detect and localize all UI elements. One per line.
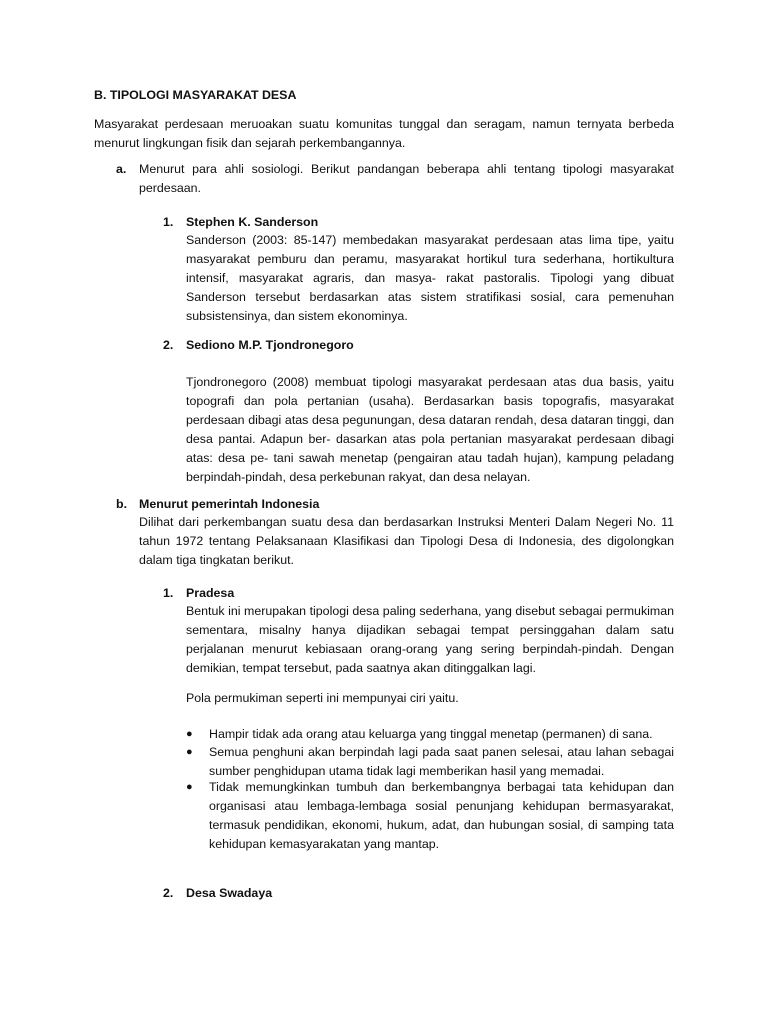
item-number: 1. [163,586,174,600]
point-b-text: Dilihat dari perkembangan suatu desa dan berdasarkan Instruksi Menteri Dalam Negeri No. 11 tahun 1972 tentang Pelaksanaan Klasifikasi dan Tipologi Desa di Indonesia, des digolongkan dalam tiga tingkatan berikut. [139,515,674,567]
item-body: Tjondronegoro (2008) membuat tipologi masyarakat perdesaan atas dua basis, yaitu topografi dan pola pertanian (usaha). Berdasarkan basis topografis, masyarakat perdesaan dibagi atas desa pegunungan, desa dataran rendah, desa dataran tinggi, dan desa pantai. Adapun ber- dasarkan atas pola pertanian masyarakat perdesaan dibagi atas: desa pe- tani sawah menetap (pengairan atau tadah hujan), kampung peladang berpindah-pindah, desa perkebunan rakyat, dan desa nelayan. [186,375,674,484]
bullet-icon: ● [186,728,193,740]
item-title: Stephen K. Sanderson [186,215,319,229]
bullet-item: Hampir tidak ada orang atau keluarga yang tinggal menetap (permanen) di sana. [209,727,653,741]
item-title: Sediono M.P. Tjondronegoro [186,338,354,352]
item-number: 2. [163,886,174,900]
point-b-title: Menurut pemerintah Indonesia [139,497,320,511]
list-marker-a: a. [116,162,127,176]
list-marker-b: b. [116,497,128,511]
item-number: 1. [163,215,174,229]
item-body: Bentuk ini merupakan tipologi desa paling sederhana, yang disebut sebagai permukiman sementara, misalny hanya dijadikan sebagai tempat persinggahan dalam satu perjalanan menurut kebiasaan orang-orang yang sering berpindah-pindah. Dengan demikian, tempat tersebut, pada saatnya akan ditinggalkan lagi. [186,604,674,675]
bullet-item: Semua penghuni akan berpindah lagi pada saat panen selesai, atau lahan sebagai sumber penghidupan utama tidak lagi memberikan hasil yang memadai. [209,745,674,778]
bullet-icon: ● [186,781,193,793]
bullet-item: Tidak memungkinkan tumbuh dan berkembangnya berbagai tata kehidupan dan organisasi atau lembaga-lembaga sosial penunjang kehidupan bermasyarakat, termasuk pendidikan, ekonomi, hukum, adat, dan hubungan sosial, di samping tata kehidupan kemasyarakatan yang mantap. [209,780,674,851]
item-number: 2. [163,338,174,352]
point-a-text: Menurut para ahli sosiologi. Berikut pandangan beberapa ahli tentang tipologi masyarakat perdesaan. [139,162,674,195]
bullet-icon: ● [186,746,193,758]
section-title: B. TIPOLOGI MASYARAKAT DESA [94,88,297,102]
item-subtext: Pola permukiman seperti ini mempunyai ciri yaitu. [186,691,459,705]
item-body: Sanderson (2003: 85-147) membedakan masyarakat perdesaan atas lima tipe, yaitu masyarakat pemburu dan peramu, masyarakat hortikul tura sederhana, hortikultura intensif, masyarakat agraris, dan masya- rakat pastoralis. Tipologi yang dibuat Sanderson tersebut berdasarkan atas sistem stratifikasi sosial, cara pemenuhan subsistensinya, dan sistem ekonominya. [186,233,674,323]
item-title: Desa Swadaya [186,886,273,900]
intro-paragraph: Masyarakat perdesaan meruoakan suatu komunitas tunggal dan seragam, namun ternyata berbeda menurut lingkungan fisik dan sejarah perkembangannya. [94,117,674,150]
item-title: Pradesa [186,586,235,600]
